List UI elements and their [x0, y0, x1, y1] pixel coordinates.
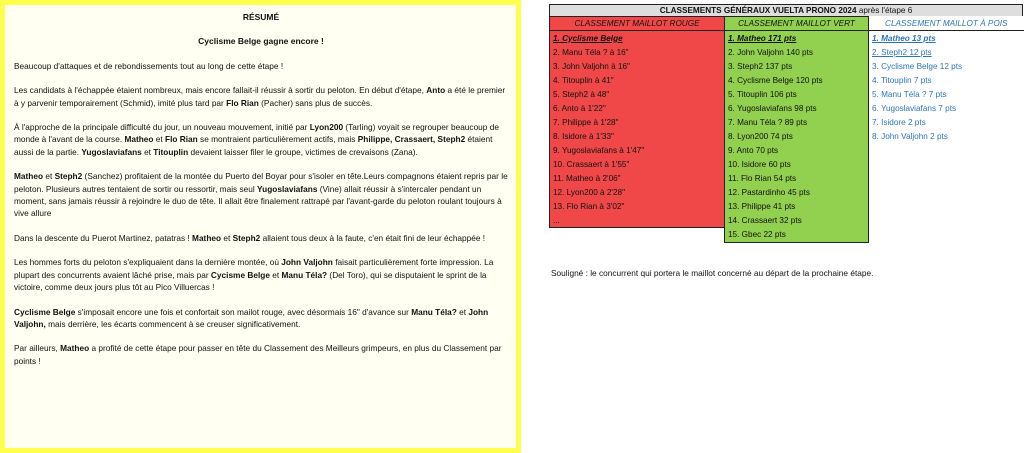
summary-paragraph — [14, 60, 508, 72]
summary-paragraph — [14, 342, 508, 367]
summary-body — [14, 60, 508, 367]
standings-table — [549, 16, 1024, 243]
standings-row — [550, 59, 1024, 73]
standing-vert-entry: 7. Manu Téla ? 89 pts — [728, 117, 808, 127]
summary-title: RÉSUMÉ — [242, 12, 280, 22]
standing-vert-entry: 8. Lyon200 74 pts — [728, 131, 793, 141]
summary-text: (Pacher) sans plus de succès. — [258, 97, 373, 108]
standings-row — [550, 87, 1024, 101]
standing-pois-entry: 1. Matheo 13 pts — [872, 33, 936, 43]
summary-text: (Tarling) voyait se regrouper beaucoup de monde à l'avant de la course. — [14, 122, 499, 145]
standing-vert-entry: 4. Cyclisme Belge 120 pts — [728, 75, 823, 85]
summary-paragraph — [14, 170, 508, 220]
summary-bold-name: John Valjohn — [281, 257, 333, 268]
standings-row — [550, 115, 1024, 129]
header-maillot-pois: CLASSEMENT MAILLOT À POIS — [869, 17, 1024, 31]
standings-row — [550, 73, 1024, 87]
summary-bold-name: Cycisme Belge — [210, 269, 270, 280]
standing-vert-cell — [725, 199, 869, 213]
standing-rouge-entry: 6. Anto à 1'22" — [553, 103, 606, 113]
standing-rouge-cell — [550, 171, 725, 185]
summary-bold-name: Steph2 — [232, 232, 261, 243]
summary-text: (Sanchez) profitaient de la montée du Puerto del Boyar pour s'isoler en tête.Leurs compagnons étaient repris par le peloton. Plusieurs autres tentaient de sortir ou ressortir, mais seul — [14, 171, 508, 194]
standing-rouge-entry: 11. Matheo à 2'06" — [553, 173, 621, 183]
standing-rouge-entry: 8. Isidore à 1'33" — [553, 131, 614, 141]
summary-text: étaient aussi de la partie. — [14, 134, 493, 157]
standing-pois-entry: 5. Manu Téla ? 7 pts — [872, 89, 947, 99]
standings-row — [550, 45, 1024, 59]
summary-paragraph — [14, 121, 508, 158]
standings-row — [550, 213, 1024, 228]
summary-bold-name: Titouplin — [153, 146, 189, 157]
summary-text: faisait particulièrement forte impression. La plupart des concurrents avaient lâché prise, mais par — [14, 257, 494, 280]
summary-bold-name: Matheo — [14, 171, 44, 182]
standing-vert-cell — [725, 129, 869, 143]
summary-headline: Cyclisme Belge gagne encore ! — [198, 36, 324, 47]
summary-text: À l'approche de la principale difficulté du jour, un nouveau mouvement, initié par — [14, 122, 310, 133]
summary-bold-name: Manu Téla? — [411, 306, 457, 317]
standing-vert-cell — [725, 45, 869, 59]
standing-pois-entry: 7. Isidore 2 pts — [872, 117, 926, 127]
standing-pois-cell — [869, 31, 1024, 46]
standing-rouge-cell — [550, 228, 725, 243]
header-maillot-rouge: CLASSEMENT MAILLOT ROUGE — [550, 17, 725, 31]
standing-rouge-entry: 1. Cyclisme Belge — [553, 33, 623, 43]
standing-vert-entry: 5. Titouplin 106 pts — [728, 89, 797, 99]
standing-pois-cell — [869, 87, 1024, 101]
summary-bold-name: Flo Rian — [226, 97, 259, 108]
standing-rouge-entry: 5. Steph2 à 48" — [553, 89, 610, 99]
standing-vert-cell — [725, 101, 869, 115]
standing-pois-cell — [869, 171, 1024, 185]
standing-pois-cell — [869, 115, 1024, 129]
summary-bold-name: Anto — [426, 85, 446, 96]
summary-paragraph — [14, 232, 508, 244]
standing-pois-cell — [869, 73, 1024, 87]
summary-bold-name: John Valjohn, — [14, 306, 489, 329]
standing-vert-cell — [725, 157, 869, 171]
standing-pois-entry: 3. Cyclisme Belge 12 pts — [872, 61, 963, 71]
standing-pois-cell — [869, 101, 1024, 115]
standing-vert-entry: 13. Philippe 41 pts — [728, 201, 796, 211]
standings-row — [550, 185, 1024, 199]
summary-bold-name: Manu Téla? — [281, 269, 328, 280]
standing-pois-cell — [869, 45, 1024, 59]
standings-panel — [549, 4, 1023, 243]
summary-text: Dans la descente du Puerot Martinez, patatras ! — [14, 232, 193, 243]
standings-banner-title: CLASSEMENTS GÉNÉRAUX VUELTA PRONO 2024 — [659, 6, 857, 15]
summary-text: se montraient particulièrement actifs, mais — [197, 134, 358, 145]
standing-vert-cell — [725, 213, 869, 228]
summary-text: Les hommes forts du peloton s'expliquaient dans la dernière montée, où — [14, 257, 282, 268]
standing-pois-cell — [869, 213, 1024, 228]
summary-bold-name: Cyclisme Belge — [14, 306, 76, 317]
standing-vert-cell — [725, 115, 869, 129]
standings-row — [550, 228, 1024, 243]
summary-paragraph — [14, 306, 508, 331]
standing-vert-entry: 15. Gbec 22 pts — [728, 230, 786, 239]
standing-vert-entry: 10. Isidore 60 pts — [728, 159, 791, 169]
standing-vert-cell — [725, 171, 869, 185]
summary-text: (Vine) allait réussir à s'intercaler pendant un moment, sans jamais réussir à rejoindre le duo de tête. Il allait être finalement rattrapé par l'avant-garde du peloton roulant toujours à vive allure — [14, 183, 502, 219]
standings-row — [550, 171, 1024, 185]
standing-vert-cell — [725, 185, 869, 199]
standing-rouge-cell — [550, 143, 725, 157]
summary-text: Les candidats à l'échappée étaient nombreux, mais encore fallait-il réussir à sortir du peloton. En début d'étape, — [14, 85, 427, 96]
standing-pois-cell — [869, 129, 1024, 143]
summary-bold-name: Philippe, Crassaert, Steph2 — [357, 134, 466, 145]
standing-vert-cell — [725, 143, 869, 157]
standing-vert-cell — [725, 73, 869, 87]
summary-text: et — [141, 146, 154, 157]
standing-vert-entry: 3. Steph2 137 pts — [728, 61, 793, 71]
summary-text: devaient laisser filer le groupe, victimes de crevaisons (Zana). — [188, 146, 418, 157]
standing-rouge-entry: ... — [553, 215, 560, 225]
summary-text: Par ailleurs, — [14, 343, 61, 354]
standings-banner-suffix: après l'étape 6 — [856, 6, 913, 15]
standing-rouge-cell — [550, 185, 725, 199]
standing-pois-cell — [869, 199, 1024, 213]
summary-paragraph — [14, 256, 508, 293]
standings-row — [550, 129, 1024, 143]
standing-pois-cell — [869, 157, 1024, 171]
summary-bold-name: Yugoslaviafans — [81, 146, 142, 157]
summary-text: et — [456, 306, 469, 317]
standing-vert-cell — [725, 228, 869, 243]
summary-text: s'imposait encore une fois et confortait son mailot rouge, avec désormais 16" d'avance sur — [75, 306, 412, 317]
standing-pois-entry: 6. Yugoslaviafans 7 pts — [872, 103, 957, 113]
standing-vert-entry: 1. Matheo 171 pts — [728, 33, 797, 43]
header-maillot-vert: CLASSEMENT MAILLOT VERT — [725, 17, 869, 31]
standings-rows — [550, 31, 1024, 243]
summary-bold-name: Yugoslaviafans — [257, 183, 318, 194]
standing-pois-entry: 4. Titouplin 7 pts — [872, 75, 932, 85]
summary-bold-name: Matheo — [60, 343, 90, 354]
summary-text: mais derrière, les écarts commencent à se creuser significativement. — [45, 318, 301, 329]
standing-rouge-cell — [550, 45, 725, 59]
summary-text: a été le premier à y parvenir temporairement (Schmid), imité plus tard par — [14, 85, 506, 108]
standing-rouge-cell — [550, 213, 725, 228]
standing-vert-entry: 12. Pastardinho 45 pts — [728, 187, 810, 197]
standing-rouge-entry: 9. Yugoslaviafans à 1'47" — [553, 145, 645, 155]
standings-row — [550, 199, 1024, 213]
standing-vert-cell — [725, 31, 869, 46]
summary-text: et — [269, 269, 282, 280]
standing-vert-entry: 9. Anto 70 pts — [728, 145, 779, 155]
standing-rouge-entry: 12. Lyon200 à 2'28" — [553, 187, 625, 197]
standing-pois-cell — [869, 59, 1024, 73]
standing-rouge-entry: 2. Manu Téla ? à 16" — [553, 47, 629, 57]
summary-bold-name: Lyon200 — [309, 122, 344, 133]
standing-rouge-cell — [550, 73, 725, 87]
summary-bold-name: Steph2 — [54, 171, 83, 182]
standings-row — [550, 101, 1024, 115]
underline-note: Souligné : le concurrent qui portera le maillot concerné au départ de la prochaine étape. — [551, 268, 874, 278]
standing-vert-entry: 14. Crassaert 32 pts — [728, 215, 802, 225]
standing-pois-cell — [869, 143, 1024, 157]
standing-pois-entry: 2. Steph2 12 pts — [872, 47, 932, 57]
summary-bold-name: Matheo — [124, 134, 154, 145]
standing-rouge-entry: 13. Flo Rian à 3'02" — [553, 201, 625, 211]
standing-vert-entry: 6. Yugoslaviafans 98 pts — [728, 103, 817, 113]
summary-text: et — [43, 171, 55, 182]
standing-rouge-cell — [550, 87, 725, 101]
standing-rouge-cell — [550, 157, 725, 171]
standing-rouge-cell — [550, 31, 725, 46]
standing-vert-cell — [725, 59, 869, 73]
summary-text: a profité de cette étape pour passer en tête du Classement des Meilleurs grimpeurs, en plus du Classement par points ! — [14, 343, 502, 366]
standings-row — [550, 143, 1024, 157]
standings-row — [550, 157, 1024, 171]
standing-rouge-cell — [550, 199, 725, 213]
standing-rouge-entry: 10. Crassaert à 1'55" — [553, 159, 630, 169]
standing-vert-entry: 11. Flo Rian 54 pts — [728, 173, 797, 183]
standing-vert-cell — [725, 87, 869, 101]
standing-pois-entry: 8. John Valjohn 2 pts — [872, 131, 948, 141]
summary-bold-name: Matheo — [192, 232, 222, 243]
standing-rouge-cell — [550, 101, 725, 115]
summary-bold-name: Flo Rian — [165, 134, 198, 145]
standing-rouge-cell — [550, 129, 725, 143]
standing-rouge-cell — [550, 115, 725, 129]
standing-rouge-entry: 7. Philippe à 1'28" — [553, 117, 619, 127]
standing-pois-cell — [869, 185, 1024, 199]
standing-vert-entry: 2. John Valjohn 140 pts — [728, 47, 813, 57]
summary-text: (Del Toro), qui se disputaient le sprint de la victoire, comme deux jours plus tôt au Pico Villuercas ! — [14, 269, 487, 293]
summary-text: Beaucoup d'attaques et de rebondissements tout au long de cette étape ! — [14, 60, 284, 71]
summary-text: et — [153, 134, 166, 145]
standings-row — [550, 31, 1024, 46]
standing-pois-cell — [869, 228, 1024, 243]
summary-paragraph — [14, 84, 508, 109]
standings-banner — [549, 4, 1023, 16]
standing-rouge-cell — [550, 59, 725, 73]
summary-text: et — [221, 232, 233, 243]
standing-rouge-entry: 3. John Valjohn à 16" — [553, 61, 630, 71]
summary-text: allaient tous deux à la faute, c'en était fini de leur échappée ! — [260, 232, 486, 243]
standing-rouge-entry: 4. Titouplin à 41" — [553, 75, 614, 85]
